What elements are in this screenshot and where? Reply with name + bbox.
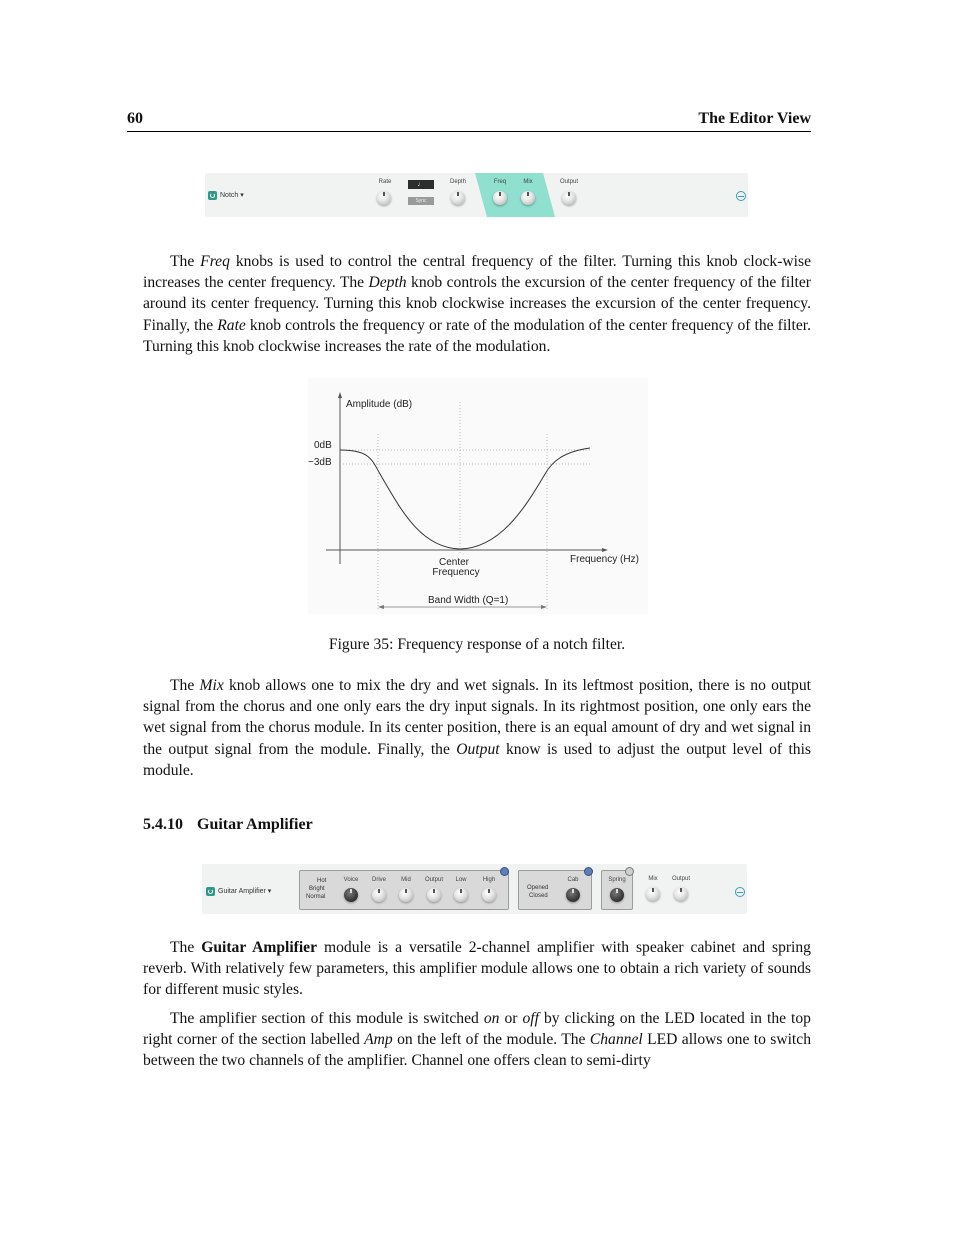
mix-label: Mix [648,876,658,882]
sync-note-display[interactable]: ♩ [408,180,434,189]
mid-knob[interactable] [399,888,413,902]
paragraph-amp-switching: The amplifier section of this module is switched on or off by clicking on the LED located in the top right corner of the section labelled Amp on the left of the module. The Channel LED allows one to switch between the two channels of the amplifier. Channel one offers clean to semi-dirty [143,1010,811,1070]
sync-button[interactable]: Sync [408,197,434,205]
paragraph-freq-depth-rate: The Freq knobs is used to control the central frequency of the filter. Turning this knob clock-wise increases the center frequency. The Depth knob controls the excursion of the center frequency of the filter around its center frequency. Turning this knob clockwise increases the excursion of the center frequency. Finally, the Rate knob controls the frequency or rate of the modulation of the center frequency of the filter. Turning this knob clockwise increases the rate of the modulation. [143,253,812,355]
output-label: Output [559,179,578,185]
cab-on-led[interactable] [584,867,593,876]
voice-label: Voice [343,877,359,883]
section-title: Guitar Amplifier [197,816,313,833]
cab-opened-label: Opened [527,885,549,891]
guitar-amp-module-strip [202,864,747,914]
freq-knob[interactable] [493,191,507,205]
cab-knob[interactable] [566,888,580,902]
channel-normal-label: Normal [306,894,326,900]
zero-db-label: 0dB [314,440,332,451]
minus-3db-label: −3dB [308,457,332,468]
rate-knob[interactable] [377,191,391,205]
frequency-axis-label: Frequency (Hz) [570,554,639,565]
notch-frequency-response-figure [300,378,650,614]
power-icon[interactable] [206,887,215,896]
drive-label: Drive [371,877,386,883]
depth-label: Depth [449,179,466,185]
amp-section-panel [299,870,509,910]
output-knob[interactable] [674,887,688,901]
module-name-dropdown[interactable]: Guitar Amplifier ▾ [218,888,272,895]
spring-label: Spring [608,877,626,883]
freq-label: Freq [493,179,507,185]
cab-label: Cab [567,877,579,883]
paragraph-guitar-amp-intro: The Guitar Amplifier module is a versatile 2-channel amplifier with speaker cabinet and spring reverb. With relatively few parameters, this amplifier module allows one to obtain a rich variety of sounds for different music styles. [143,939,811,999]
section-number: 5.4.10 [143,816,183,833]
amp-on-led[interactable] [500,867,509,876]
center-label-line2: Frequency [432,567,480,578]
mix-knob[interactable] [646,887,660,901]
notch-module-strip [205,173,748,217]
bandwidth-label: Band Width (Q=1) [428,595,509,606]
header-rule [127,131,811,132]
low-knob[interactable] [454,888,468,902]
spring-knob[interactable] [610,888,624,902]
mix-knob[interactable] [521,191,535,205]
module-name-dropdown[interactable]: Notch ▾ [220,192,244,199]
high-knob[interactable] [482,888,496,902]
drive-knob[interactable] [372,888,386,902]
power-icon[interactable] [208,191,217,200]
channel-bright-label: Bright [309,886,325,892]
remove-module-icon[interactable] [736,191,746,201]
page-number: 60 [127,110,143,127]
amplitude-axis-label: Amplitude (dB) [346,399,413,410]
remove-module-icon[interactable] [735,887,745,897]
low-label: Low [455,877,467,883]
center-label-line1: Center [438,557,470,568]
amp-output-label: Output [424,877,443,883]
voice-knob[interactable] [344,888,358,902]
rate-label: Rate [378,179,392,185]
cab-section-panel [518,870,592,910]
amp-output-knob[interactable] [427,888,441,902]
section-heading [143,816,313,834]
output-label: Output [671,876,690,882]
high-label: High [482,877,496,883]
spring-section-panel [601,870,633,910]
cab-closed-label: Closed [529,893,548,899]
figure-caption: Figure 35: Frequency response of a notch filter. [328,636,626,653]
mid-label: Mid [401,877,411,883]
mix-label: Mix [523,179,533,185]
depth-knob[interactable] [451,191,465,205]
channel-hot-label: Hot [317,878,327,884]
output-knob[interactable] [562,191,576,205]
paragraph-mix-output: The Mix knob allows one to mix the dry and wet signals. In its leftmost position, there is no output signal from the chorus and one only ears the dry input signals. In its rightmost position, one only ears the wet signal from the chorus module. In its center position, there is an equal amount of dry and wet signal in the output signal from the module. Finally, the Output know is used to adjust the output level of this module. [143,677,811,779]
running-header-title: The Editor View [698,110,811,127]
spring-on-led[interactable] [625,867,634,876]
